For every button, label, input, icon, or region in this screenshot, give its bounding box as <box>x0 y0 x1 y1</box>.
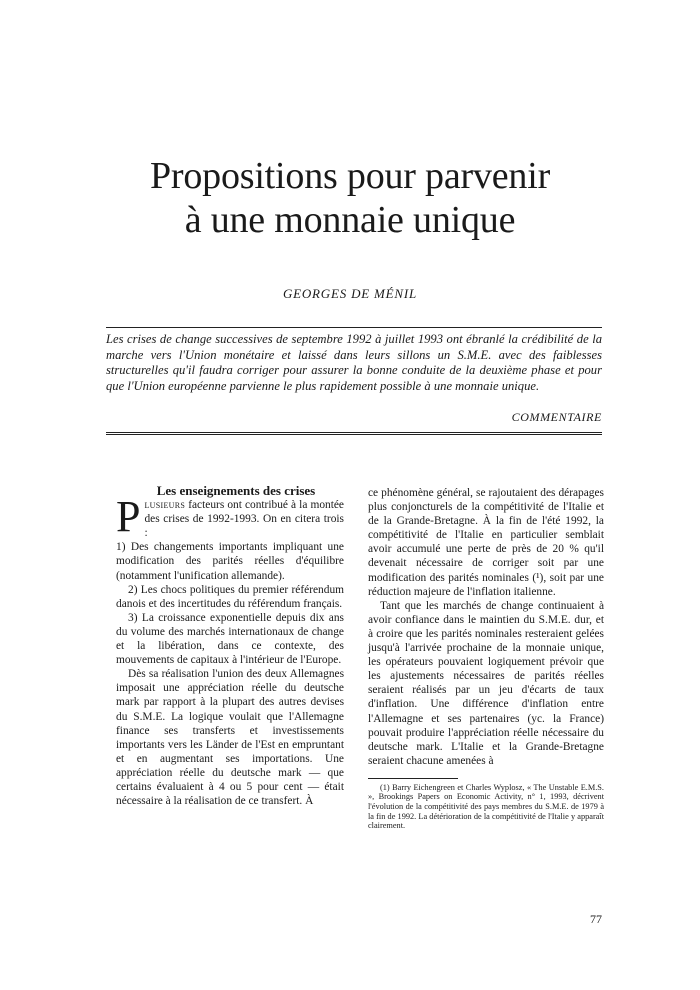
article-title <box>60 154 640 242</box>
article-title-line-1: Propositions pour parvenir <box>149 155 551 197</box>
author-name: GEORGES DE MÉNIL <box>282 286 418 301</box>
right-column <box>368 486 604 831</box>
left-paragraph-4: Dès sa réalisation l'union des deux Allemagnes imposait une appréciation réelle du deutsche mark par rapport à la plupart des autres devises du S.M.E. La logique voulait que l'Allemagne finance ses transferts et investissements importants vers les Länder de l'Est en empruntant et en augmentant ses importations. Une appréciation réelle du deutsche mark — que certains évaluaient à 4 ou 5 pour cent — était nécessaire à la réalisation de ce transfert. À <box>116 668 344 808</box>
abstract-bottom-rule-double <box>106 434 602 435</box>
abstract-bottom-rule <box>106 432 602 433</box>
left-column <box>116 484 344 808</box>
article-title-line-2: à une monnaie unique <box>184 199 516 241</box>
abstract-top-rule <box>106 327 602 328</box>
footnote-1: (1) Barry Eichengreen et Charles Wyplosz, « The Unstable E.M.S. », Brookings Papers on Economic Activity, n° 1, 1993, décrivent l'évolution de la compétitivité des pays membres du S.M.E. de 1979 à la fin de 1992. La détérioration de la compétitivité de l'Italie y apparaît clairement. <box>368 782 604 831</box>
intro-smallcaps: lusieurs <box>144 499 186 512</box>
intro-paragraph <box>116 492 344 542</box>
intro-text: facteurs ont contribué à la montée des crises de 1992-1993. On en citera trois : <box>144 499 344 540</box>
right-paragraph-1: ce phénomène général, se rajoutaient des dérapages plus conjoncturels de la compétitivité de l'Italie et de la Grande-Bretagne. À la fin de l'été 1992, la compétitivité de l'Italie en particulier semblait avoir accumulé une perte de près de 20 % qu'il devenait nécessaire de corriger soit par une modification des parités nominales (¹), soit par une réduction majeure de l'inflation italienne. <box>368 487 604 598</box>
drop-cap: P <box>116 492 141 542</box>
left-paragraph-2: 2) Les chocs politiques du premier référendum danois et des incertitudes du référendum français. <box>116 583 344 610</box>
left-paragraph-1: 1) Des changements importants impliquant une modification des parités réelles d'équilibre (notamment l'unification allemande). <box>116 541 344 582</box>
right-paragraph-2: Tant que les marchés de change continuaient à avoir confiance dans le maintien du S.M.E. dur, et à croire que les parités nominales resteraient gelées jusqu'à l'arrivée prochaine de la monnaie unique, les opérateurs pouvaient logiquement prévoir que les ajustements nécessaires de parités réelles seraient réalisés par un jeu d'écarts de taux d'inflation. Une différence d'inflation entre l'Allemagne et ses partenaires (yc. la France) pouvait produire l'appréciation réelle nécessaire du deutsche mark. L'Italie et la Grande-Bretagne seraient chacune amenées à <box>368 599 604 767</box>
footnote-rule <box>368 778 458 779</box>
page-number: 77 <box>590 912 602 926</box>
abstract-text: Les crises de change successives de septembre 1992 à juillet 1993 ont ébranlé la crédibilité de la marche vers l'Union monétaire et laissé dans leurs sillons un S.M.E. avec des faiblesses structurelles qu'il faudra corriger pour assurer la bonne conduite de la deuxième phase et pour que l'Union européenne parvienne le plus rapidement possible à une monnaie unique. <box>106 332 602 393</box>
left-paragraph-3: 3) La croissance exponentielle depuis dix ans du volume des marchés internationaux de change et la libération, dans ce contexte, des mouvements de capitaux à l'intérieur de l'Europe. <box>116 611 344 667</box>
section-heading: Les enseignements des crises <box>156 483 316 498</box>
article-category: COMMENTAIRE <box>511 410 602 424</box>
